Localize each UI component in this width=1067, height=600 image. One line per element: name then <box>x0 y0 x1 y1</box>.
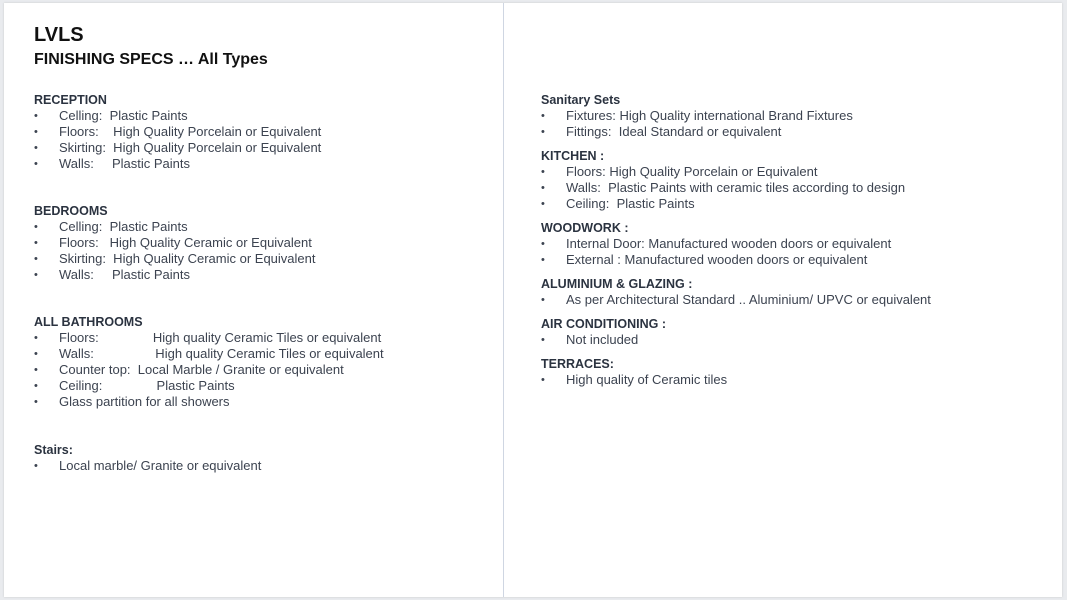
spec-list-item: • Floors: High Quality Porcelain or Equivalent <box>541 164 1041 180</box>
section-heading: BEDROOMS <box>34 204 108 218</box>
spec-list <box>34 219 494 283</box>
spec-list-item: • Glass partition for all showers <box>34 394 494 410</box>
spec-list <box>541 332 1041 348</box>
spec-list-item: • Counter top: Local Marble / Granite or equivalent <box>34 362 494 378</box>
left-column <box>34 92 494 474</box>
spec-section <box>541 148 1041 212</box>
spec-list-item: • Floors: High Quality Ceramic or Equivalent <box>34 235 494 251</box>
spec-section <box>34 442 494 474</box>
section-heading: RECEPTION <box>34 93 107 107</box>
spec-list-item: • High quality of Ceramic tiles <box>541 372 1041 388</box>
section-heading: Sanitary Sets <box>541 93 621 107</box>
section-heading: KITCHEN : <box>541 149 605 163</box>
spec-list-item: • Fixtures: High Quality international Brand Fixtures <box>541 108 1041 124</box>
spec-section <box>34 92 494 172</box>
section-heading: ALL BATHROOMS <box>34 315 143 329</box>
spec-list <box>34 330 494 410</box>
right-column <box>541 92 1041 388</box>
spec-list-item: • Skirting: High Quality Porcelain or Equivalent <box>34 140 494 156</box>
spec-section <box>541 276 1041 308</box>
section-heading: Stairs: <box>34 443 73 457</box>
spec-list-item: • Walls: Plastic Paints <box>34 267 494 283</box>
spec-list-item: • Ceiling: Plastic Paints <box>34 378 494 394</box>
spec-section <box>34 314 494 410</box>
spec-list-item: • Walls: Plastic Paints with ceramic tiles according to design <box>541 180 1041 196</box>
spec-section <box>541 220 1041 268</box>
spec-list <box>541 372 1041 388</box>
page-title: LVLS <box>34 24 84 46</box>
spec-list <box>541 292 1041 308</box>
document-page <box>4 3 1062 597</box>
spec-list-item: • Fittings: Ideal Standard or equivalent <box>541 124 1041 140</box>
spec-list-item: • External : Manufactured wooden doors or equivalent <box>541 252 1041 268</box>
spec-section <box>541 316 1041 348</box>
spec-list-item: • Floors: High Quality Porcelain or Equivalent <box>34 124 494 140</box>
spec-section <box>34 203 494 283</box>
page-subtitle: FINISHING SPECS … All Types <box>34 51 268 68</box>
section-heading: AIR CONDITIONING : <box>541 317 666 331</box>
spec-list <box>541 108 1041 140</box>
spec-list-item: • Local marble/ Granite or equivalent <box>34 458 494 474</box>
spec-list-item: • Internal Door: Manufactured wooden doors or equivalent <box>541 236 1041 252</box>
spec-list-item: • Celling: Plastic Paints <box>34 108 494 124</box>
spec-list <box>34 458 494 474</box>
spec-section <box>541 92 1041 140</box>
spec-list <box>541 164 1041 212</box>
spec-list <box>34 108 494 172</box>
spec-list <box>541 236 1041 268</box>
spec-list-item: • Celling: Plastic Paints <box>34 219 494 235</box>
column-divider <box>503 3 504 597</box>
spec-list-item: • Skirting: High Quality Ceramic or Equivalent <box>34 251 494 267</box>
spec-list-item: • Ceiling: Plastic Paints <box>541 196 1041 212</box>
spec-list-item: • Floors: High quality Ceramic Tiles or equivalent <box>34 330 494 346</box>
section-heading: TERRACES: <box>541 357 614 371</box>
section-heading: WOODWORK : <box>541 221 629 235</box>
spec-list-item: • Not included <box>541 332 1041 348</box>
spec-list-item: • As per Architectural Standard .. Aluminium/ UPVC or equivalent <box>541 292 1041 308</box>
section-heading: ALUMINIUM & GLAZING : <box>541 277 693 291</box>
spec-list-item: • Walls: High quality Ceramic Tiles or equivalent <box>34 346 494 362</box>
spec-list-item: • Walls: Plastic Paints <box>34 156 494 172</box>
spec-section <box>541 356 1041 388</box>
